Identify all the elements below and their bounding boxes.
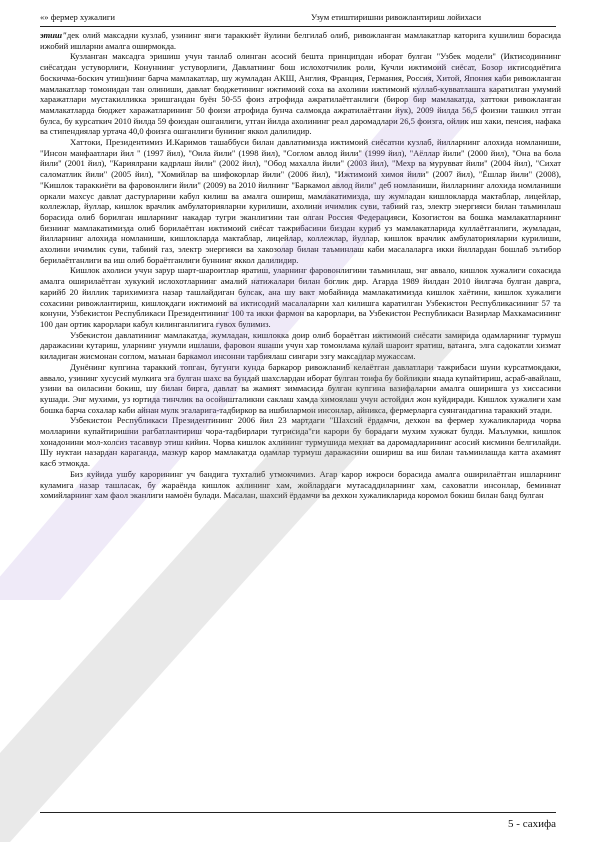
paragraph-lead-italic: этиш" <box>40 30 67 40</box>
header-right-title: Узум етиштиришни ривожлантириш лойихаси <box>311 12 482 22</box>
paragraph: Хаттоки, Президентимиз И.Каримов ташаббуси билан давлатимизда ижтимоий сиёсатни кузлаб, йилларнинг алохида номланиши, "Инсон манфаатлари йил " (1997 йил), "Оила йили" (1998 йил), "Соглом авлод йили" (1999 йил), "Аёллар йили" (2000 йил), "Она ва бола йили" (2001 йил), "Кариялрани кадрлаш йили" (2002 йил), "Обод махалла йили" (2003 йил), "Мехр ва мурувват йили" (2004 йил), "Сихат саломатлик йили" (2005 йил), "Хомийлар ва шифокорлар йили" (2006 йил), "Ижтимоий химоя йили" (2007 йил), "Ёшлар йили" (2008), "Кишлок тараккиёти ва фаровонлиги йили" (2009) ва 2010 йилнинг "Баркамол авлод йили" деб номланиши, йилларнинг алохида номланиши оркали махсус давлат дастурларини кабул килиш ва амалга ошириш, мамлакатимизда, шу жумладан кишлокларда мактаблар, лицейлар, коллежлар, йуллар, кишлок врачлик амбулаторияларни курилиши, ахолини ичимлик суви, табиий газ, электр энергияси билан таъминлаш борасида олиб борилган ишларнинг накадар тугри эканлигини тан олган Россия Федерацияси, Козогистон ва бошка мамлакатларнинг бизнинг мамлакатимизда олиб борилаётган ижтимоий сиёсат тажрибасини биздан куриб уз мамлакатларида куллаётганлиги, жумладан, йилларнинг алохида номланиши, кишлокларда мактаблар, лицейлар, коллежлар, йуллар, кишлок врачлик амбулаторияларни курилиши, ахолини ичимлик суви, табиий газ, электр энергияси ва хакозолар билан таъминлаш каби масалаларга икки йиллардан бошлаб эътибор берилаётганлиги ва иш олиб бораётганлиги буннинг яккол далилидир. <box>40 137 561 265</box>
paragraph: Кузланган максадга эришиш учун танлаб олинган асосий бешта принципдан иборат булган "Узбек модели" (Иктисодиннинг сиёсатдан устуворлиги, Конуннинг устуворлиги, Давлатнинг бош ислохотчилик роли, Кучли ижтимоий сиёсат, Бозор иктисодиётига боскичма-боскич утиш)нинг барча мамлакатлар, шу жумладан АКШ, Англия, Франция, Германия, Россия, Хитой, Япония каби ривожланган мамлакатлар томонидан тан олиниши, давлат бюджетининг ижтимоий соха ва ахолини ижтимоий куллаб-кувватлашга каратилган умумий харажатлари мустакилликка эришгандан буён 50-55 фоиз атрофида ажратилаётганлиги (бирор бир мамлакатда, хаттоки ривожланган мамлакатларда бюджет харажатларининг 50 фоизи атрофида бунча салмокда ажратилаётгани йук), 2009 йилда 56,5 фоизни ташкил этган булса, бу курсаткич 2010 йилда 59 фоиздан ошганлиги, утган йилда ахолининг реал даромадлари 26,5 фоизга, ойлик иш хаки, пенсия, нафака ва стипендиялар уртача 40,0 фоизга ошганлиги буниниг яккол далилидир. <box>40 51 561 137</box>
paragraph: Кишлок ахолиси учун зарур шарт-шароитлар яратиш, уларнинг фаровонлигини таъминлаш, энг аввало, кишлок хужалиги сохасида амалга оширилаётган хукукий ислохотларнинг амалий натижалари билан боглик дир. Агарда 1989 йилдан 2010 йилгача булган даврга, карийб 20 йиллик тарихимизга назар ташлайдиган булсак, ана шу вакт мобайнида мамлакатимизда кишлок хаётини, кишлок хужалиги сохасини ривожлантириш, кишлокдаги ижтимоий ва иктисодий масалаларни хал килишга каратилган Узбекистон Республикасининг 57 та конуни, Узбекистон Республикаси Президентининг 100 та икки фармон ва карорлари, ва Узбекистон Республикаси Вазирлар Махкамасининг 100 дан ортик карорлари кабул килинганлигига гувох булимиз. <box>40 265 561 329</box>
paragraph: Узбекистон Республикаси Президентининг 2006 йил 23 мартдаги "Шахсий ёрдамчи, дехкон ва фермер хужаликларида чорва молларини купайтиришни рагбатлантириш чора-тадбирлари тугрисида"ги карори бу борадаги мухим хужжат булди. Маълумки, кишлок хонадонини мол-холсиз тасаввур этиш кийин. Чорва кишлок ахлининг турмушида мехнат ва даромадларининг асосий кисмини белгилайди. Шу нуктаи назардан караганда, мазкур карор мамлакатда одамлар турмуш даражасини ошириш ва иш билан таъминлашда катта ахамият касб этмокда. <box>40 415 561 469</box>
paragraph <box>40 30 561 51</box>
paragraph-text: дек олий максадни кузлаб, узининг янги тараккиёт йулини белгилаб олиб, ривожланган мамлакатлар каторига кушилиш борасида ижобий ишларни амалга оширмокда. <box>40 30 561 51</box>
page-header <box>40 10 556 27</box>
paragraph: Дунёнинг купгина тараккий топган, бугунги кунда баркарор ривожланиб келаётган давлатлари тажрибаси шуни курсатмокдаки, аввало, узининг хусусий мулкига эга булган шахс ва бундай шахслардан иборат булган тоифа бу бойликни янада купайтириш, асраб-авайлаш, узини ва оиласини бокиш, шу билан бирга, давлат ва жамият зиммасида булган купгина вазифаларни амалга оширишга уз хиссасини кушади. Энг мухими, уз юртида тинчлик ва осойишталикни саклаш хамда химоялаш учун астойдил жон куйдиради. Кишлок хужалиги хам бошка барча сохалар каби айнан мулк эгаларига-тадбиркор ва ишбилармон инсонлар, айникса, фермерларга суянгандагина тараккий этади. <box>40 361 561 415</box>
page-number: 5 - сахифа <box>508 818 556 830</box>
paragraph: Биз куйида ушбу карорининг уч бандига тухталиб утмокчимиз. Агар карор ижроси борасида амалга оширилаётган ишларнинг куламига назар ташласак, бу жараёнда кишлок ахлининг хам, жойлардаги мутасаддиларнинг хам, саховатли инсонлар, беминнат хомийларнинг хам фаол эканлиги намоён булади. Масалан, шахсий ёрдамчи ва дехкон хужаликларида коромол бокиш билан банд булган <box>40 468 561 501</box>
header-left-title: «» фермер хужалиги <box>40 12 115 22</box>
paragraph: Узбекистон давлатининг мамлакатда, жумладан, кишлокка доир олиб бораётган ижтимоий сиёсати замирида одамларнинг турмуш даражасини кутариш, уларнинг унумли ишлаши, фаровон яшаши учун хар томонлама кулай шароит яратиш, ватанга, элга садокатли хизмат киладиган жисмонан соглом, маънан баркамол инсонни тарбиялаш сингари эзгу максадлар мужассам. <box>40 329 561 362</box>
document-body <box>40 30 561 804</box>
page-footer <box>40 812 556 831</box>
